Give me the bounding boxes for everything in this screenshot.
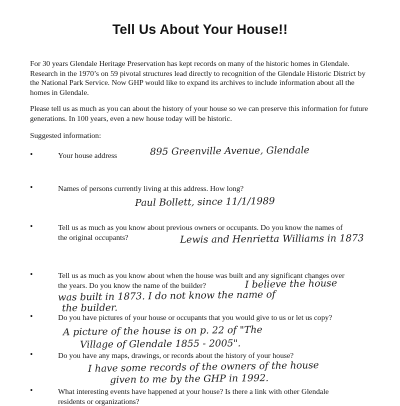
handwritten-pictures-line-1: A picture of the house is on p. 22 of "The — [62, 324, 263, 339]
bullet-icon: • — [30, 312, 33, 321]
handwritten-previous-owners: Lewis and Henrietta Williams in 1873 — [179, 233, 364, 246]
bullet-icon: • — [30, 350, 33, 359]
question-residents: Names of persons currently living at this address. How long? — [58, 184, 244, 193]
handwritten-construction-line-3: the builder. — [61, 302, 118, 315]
question-maps: Do you have any maps, drawings, or records about the history of your house? — [58, 351, 294, 360]
question-pictures: Do you have pictures of your house or occupants that you would give to us or let us copy? — [58, 313, 333, 322]
question-previous-owners: Tell us as much as you know about previous owners or occupants. Do you know the names of the original occupants? — [58, 223, 343, 242]
handwritten-residents: Paul Bollett, since 11/1/1989 — [134, 196, 276, 209]
bullet-icon: • — [30, 222, 33, 231]
question-events: What interesting events have happened at your house? Is there a link with other Glendale residents or organizations? — [58, 387, 329, 406]
bullet-icon: • — [30, 183, 33, 192]
question-address: Your house address — [58, 151, 118, 160]
bullet-icon: • — [30, 150, 33, 159]
question-construction: Tell us as much as you know about when the house was built and any significant changes over the years. Do you know the name of the builder? — [58, 271, 345, 290]
handwritten-maps-line-1: I have some records of the owners of the house — [87, 360, 320, 375]
intro-paragraph: For 30 years Glendale Heritage Preservation has kept records on many of the historic homes in Glendale. Research in the 1970’s on 59 pivotal structures lead directly to recognition of the Glendale Historic District by the National Park Service. Now GHP would like to expand its archives to include information about all the homes in Glendale. — [30, 59, 366, 97]
handwritten-address: 895 Greenville Avenue, Glendale — [149, 145, 310, 158]
bullet-icon: • — [30, 386, 33, 395]
page-title: Tell Us About Your House!! — [112, 22, 288, 37]
handwritten-construction-line-2: was built in 1873. I do not know the name of — [57, 289, 276, 304]
request-paragraph: Please tell us as much as you can about the history of your house so we can preserve this information for future generations. In 100 years, even a new house today will be historic. — [30, 104, 369, 123]
handwritten-pictures-line-2: Village of Glendale 1855 - 2005". — [79, 338, 241, 351]
suggested-label: Suggested information: — [30, 131, 102, 140]
handwritten-maps-line-2: given to me by the GHP in 1992. — [109, 373, 269, 386]
handwritten-construction-line-1: I believe the house — [244, 278, 338, 291]
bullet-icon: • — [30, 270, 33, 279]
